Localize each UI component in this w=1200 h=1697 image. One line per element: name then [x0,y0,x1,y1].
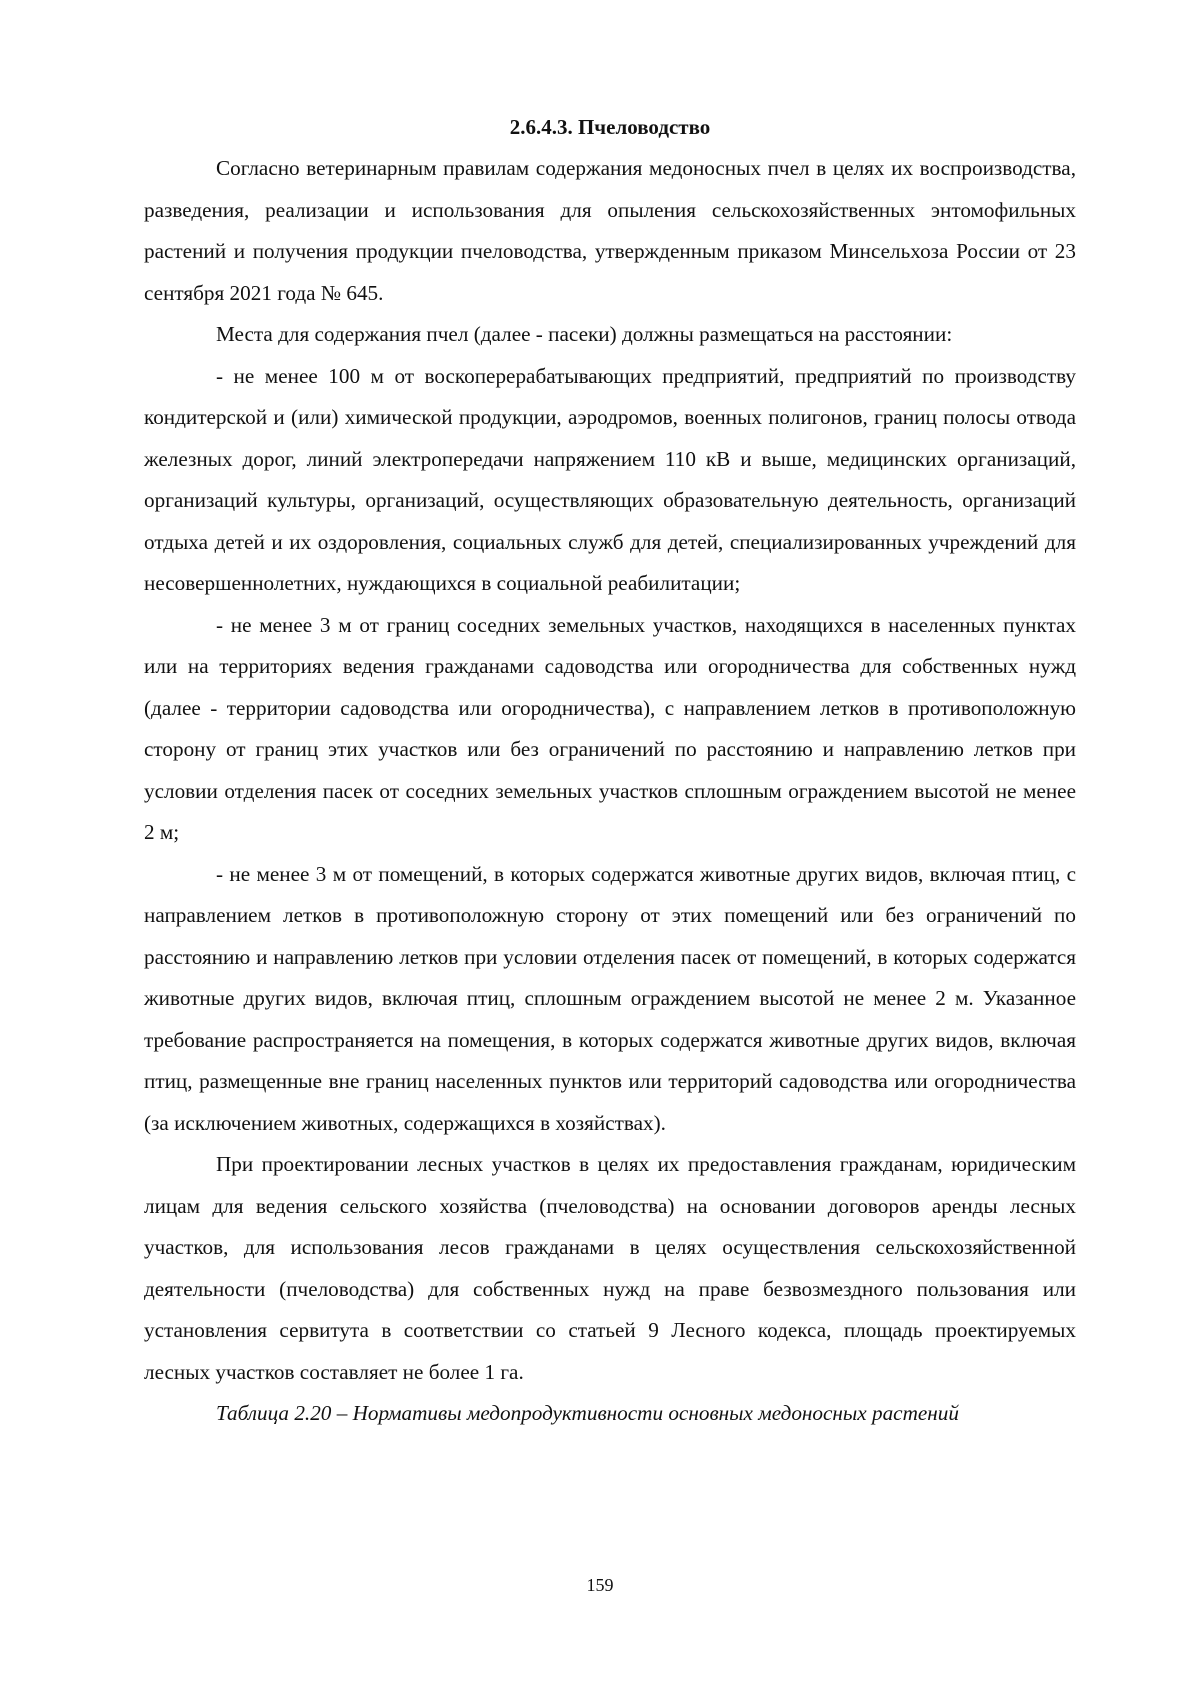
section-heading: 2.6.4.3. Пчеловодство [509,115,711,139]
page-number: 159 [586,1575,614,1595]
paragraph-apiary-distance: Места для содержания пчел (далее - пасеки) должны размещаться на расстоянии: [216,322,953,346]
paragraph-item-100m: - не менее 100 м от воскоперерабатывающих предприятий, предприятий по производству кондитерской и (или) химической продукции, аэродромов, военных полигонов, границ полосы отвода железных дорог, линий электропередачи напряжением 110 кВ и выше, медицинских организаций, организаций культуры, организаций, осуществляющих образовательную деятельность, организаций отдыха детей и их оздоровления, социальных служб для детей, специализированных учреждений для несовершеннолетних, нуждающихся в социальной реабилитации; [144,363,1076,595]
table-caption: Таблица 2.20 – Нормативы медопродуктивности основных медоносных растений [216,1401,959,1425]
paragraph-item-3m-land: - не менее 3 м от границ соседних земельных участков, находящихся в населенных пунктах или на территориях ведения гражданами садоводства или огородничества для собственных нужд (далее - территории садоводства или огородничества), с направлением летков в противоположную сторону от границ этих участков или без ограничений по расстоянию и направлению летков при условии отделения пасек от соседних земельных участков сплошным ограждением высотой не менее 2 м; [144,612,1076,844]
document-page [144,108,1076,1435]
paragraph-intro: Согласно ветеринарным правилам содержания медоносных пчел в целях их воспроизводства, разведения, реализации и использования для опыления сельскохозяйственных энтомофильных растений и получения продукции пчеловодства, утвержденным приказом Минсельхоза России от 23 сентября 2021 года № 645. [144,156,1076,305]
paragraph-forest-plots: При проектировании лесных участков в целях их предоставления гражданам, юридическим лицам для ведения сельского хозяйства (пчеловодства) на основании договоров аренды лесных участков, для использования лесов гражданами в целях осуществления сельскохозяйственной деятельности (пчеловодства) для собственных нужд на праве безвозмездного пользования или установления сервитута в соответствии со статьей 9 Лесного кодекса, площадь проектируемых лесных участков составляет не более 1 га. [144,1152,1076,1384]
paragraph-item-3m-premises: - не менее 3 м от помещений, в которых содержатся животные других видов, включая птиц, с направлением летков в противоположную сторону от этих помещений или без ограничений по расстоянию и направлению летков при условии отделения пасек от помещений, в которых содержатся животные других видов, включая птиц, сплошным ограждением высотой не менее 2 м. Указанное требование распространяется на помещения, в которых содержатся животные других видов, включая птиц, размещенные вне границ населенных пунктов или территорий садоводства или огородничества (за исключением животных, содержащихся в хозяйствах). [144,861,1076,1135]
